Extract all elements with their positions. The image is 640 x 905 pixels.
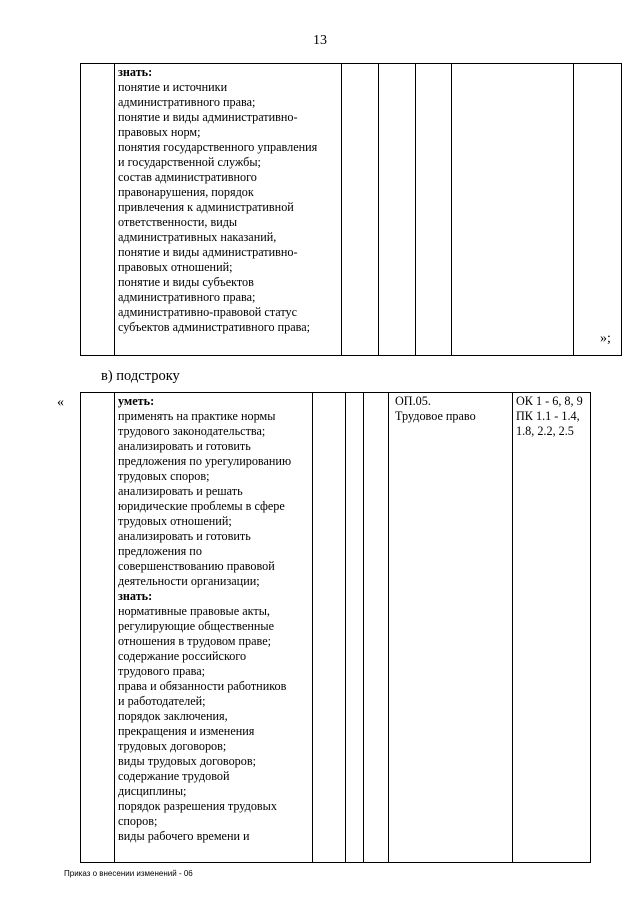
skill-item: порядок разрешения трудовых <box>118 799 277 813</box>
know-list <box>118 80 338 335</box>
competency-line: ПК 1.1 - 1.4, <box>516 409 580 423</box>
table-top-cell-1 <box>81 64 115 356</box>
skill-item: трудовых отношений; <box>118 514 232 528</box>
skill-item: деятельности организации; <box>118 574 260 588</box>
table-bottom-cell-4 <box>346 393 364 863</box>
skill-item: применять на практике нормы <box>118 409 276 423</box>
know-item: понятие и виды административно- <box>118 245 298 259</box>
skill-item: юридические проблемы в сфере <box>118 499 285 513</box>
know-item: понятия государственного управления <box>118 140 318 154</box>
section-heading: уметь: <box>118 394 155 408</box>
subsection-label: в) подстроку <box>101 368 180 384</box>
section-heading: знать: <box>118 589 153 603</box>
skill-item: споров; <box>118 814 158 828</box>
know-item: административно-правовой статус <box>118 305 298 319</box>
know-item: понятие и источники <box>118 80 228 94</box>
know-item: правовых отношений; <box>118 260 233 274</box>
know-item: понятие и виды административно- <box>118 110 298 124</box>
skill-item: дисциплины; <box>118 784 187 798</box>
competency-line: ОК 1 - 6, 8, 9 <box>516 394 583 408</box>
know-item: привлечения к административной <box>118 200 294 214</box>
skill-item: совершенствованию правовой <box>118 559 275 573</box>
skill-item: виды рабочего времени и <box>118 829 250 843</box>
skill-item: права и обязанности работников <box>118 679 287 693</box>
footer-note: Приказ о внесении изменений - 06 <box>64 869 193 878</box>
table-top-cell-4 <box>379 64 416 356</box>
skill-item: отношения в трудовом праве; <box>118 634 271 648</box>
table-bottom-content-cell <box>115 393 313 863</box>
competency-line: 1.8, 2.2, 2.5 <box>516 424 574 438</box>
table-bottom-cell-3 <box>313 393 346 863</box>
know-item: правовых норм; <box>118 125 201 139</box>
competencies-list <box>513 393 590 439</box>
know-item: правонарушения, порядок <box>118 185 254 199</box>
skill-item: анализировать и решать <box>118 484 243 498</box>
skill-item: предложения по урегулированию <box>118 454 292 468</box>
skill-item: трудовых споров; <box>118 469 210 483</box>
table-top <box>80 63 622 356</box>
skill-item: анализировать и готовить <box>118 439 251 453</box>
skill-item: регулирующие общественные <box>118 619 275 633</box>
closing-quote: »; <box>600 331 611 346</box>
table-top-cell-5 <box>416 64 452 356</box>
skills-list <box>115 393 312 844</box>
opening-quote: « <box>57 395 64 410</box>
know-heading: знать: <box>118 65 153 79</box>
skill-item: и работодателей; <box>118 694 206 708</box>
know-item: административных наказаний, <box>118 230 277 244</box>
table-top-cell-3 <box>342 64 379 356</box>
skill-item: предложения по <box>118 544 202 558</box>
know-item: состав административного <box>118 170 257 184</box>
skill-item: анализировать и готовить <box>118 529 251 543</box>
discipline-code: ОП.05. <box>395 394 431 408</box>
know-item: понятие и виды субъектов <box>118 275 254 289</box>
skill-item: нормативные правовые акты, <box>118 604 270 618</box>
skill-item: содержание трудовой <box>118 769 230 783</box>
table-bottom-cell-1 <box>81 393 115 863</box>
skill-item: порядок заключения, <box>118 709 228 723</box>
page-number: 13 <box>313 33 327 48</box>
skill-item: виды трудовых договоров; <box>118 754 257 768</box>
know-item: административного права; <box>118 290 256 304</box>
skill-item: трудовых договоров; <box>118 739 227 753</box>
table-top-cell-6 <box>452 64 574 356</box>
know-item: административного права; <box>118 95 256 109</box>
table-top-cell-7 <box>574 64 622 356</box>
table-bottom-cell-5 <box>364 393 389 863</box>
skill-item: трудового права; <box>118 664 206 678</box>
competencies-cell <box>513 393 591 863</box>
skill-item: трудового законодательства; <box>118 424 266 438</box>
table-bottom <box>80 392 591 863</box>
know-item: и государственной службы; <box>118 155 261 169</box>
discipline-name: Трудовое право <box>395 409 476 423</box>
know-item: субъектов административного права; <box>118 320 311 334</box>
know-item: ответственности, виды <box>118 215 238 229</box>
skill-item: прекращения и изменения <box>118 724 255 738</box>
skill-item: содержание российского <box>118 649 247 663</box>
table-top-content-cell <box>115 64 342 356</box>
discipline-cell <box>389 393 513 863</box>
